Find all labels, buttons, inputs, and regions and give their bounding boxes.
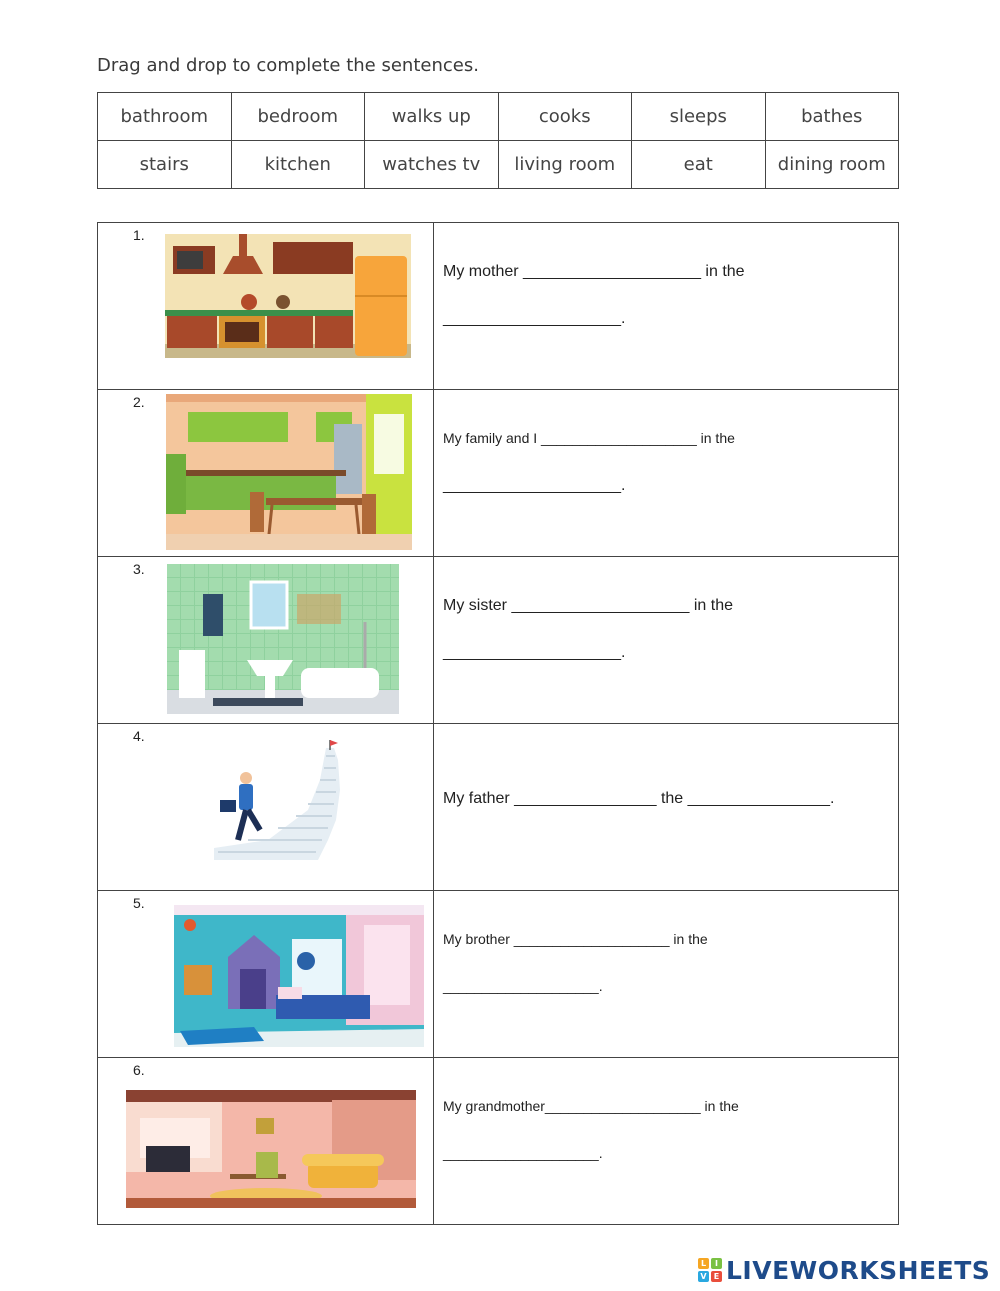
exercise-number: 6.: [133, 1062, 145, 1078]
word-tile[interactable]: walks up: [365, 93, 499, 141]
logo-block: L: [698, 1258, 709, 1269]
logo-block: I: [711, 1258, 722, 1269]
sentence-line: My father ________________ the ________________.: [443, 790, 835, 807]
bedroom-illustration: [174, 905, 424, 1047]
exercise-number: 2.: [133, 394, 145, 410]
exercise-row: [98, 891, 899, 1058]
exercise-number: 1.: [133, 227, 145, 243]
exercise-number: 5.: [133, 895, 145, 911]
exercise-row: [98, 1058, 899, 1225]
logo-block: V: [698, 1271, 709, 1282]
exercise-row: [98, 390, 899, 557]
word-tile[interactable]: dining room: [765, 141, 899, 189]
exercise-table: [97, 222, 899, 1225]
logo-text: LIVEWORKSHEETS: [726, 1255, 991, 1285]
word-tile[interactable]: cooks: [498, 93, 632, 141]
word-tile[interactable]: eat: [632, 141, 766, 189]
man-walking-up-stairs-illustration: [208, 740, 348, 868]
sentence-line: My grandmother____________________ in the: [443, 1098, 739, 1114]
word-bank-row: [98, 93, 899, 141]
word-tile[interactable]: kitchen: [231, 141, 365, 189]
logo-icon: [698, 1258, 722, 1282]
logo-block: E: [711, 1271, 722, 1282]
liveworksheets-logo: [698, 1255, 990, 1285]
instruction-text: Drag and drop to complete the sentences.: [97, 55, 479, 76]
sentence-line: My mother ____________________ in the: [443, 263, 745, 280]
sentence-line: ____________________.: [443, 477, 626, 494]
exercise-row: [98, 557, 899, 724]
word-tile[interactable]: bedroom: [231, 93, 365, 141]
sentence-line: My sister ____________________ in the: [443, 597, 733, 614]
sentence-line: My family and I ____________________ in the: [443, 430, 735, 446]
dining-kitchen-illustration: [166, 394, 412, 550]
word-tile[interactable]: bathroom: [98, 93, 232, 141]
word-tile[interactable]: living room: [498, 141, 632, 189]
sentence-line: My brother ____________________ in the: [443, 931, 708, 947]
sentence-line: ____________________.: [443, 1145, 603, 1161]
living-room-illustration: [126, 1090, 416, 1208]
bathroom-illustration: [167, 564, 399, 714]
sentence-line: ____________________.: [443, 644, 626, 661]
word-tile[interactable]: sleeps: [632, 93, 766, 141]
word-bank: [97, 92, 899, 189]
word-tile[interactable]: stairs: [98, 141, 232, 189]
word-tile[interactable]: watches tv: [365, 141, 499, 189]
exercise-row: [98, 724, 899, 891]
sentence-line: ____________________.: [443, 310, 626, 327]
kitchen-illustration: [165, 234, 411, 358]
word-tile[interactable]: bathes: [765, 93, 899, 141]
sentence-line: ____________________.: [443, 978, 603, 994]
exercise-row: [98, 223, 899, 390]
exercise-number: 3.: [133, 561, 145, 577]
word-bank-row: [98, 141, 899, 189]
exercise-number: 4.: [133, 728, 145, 744]
